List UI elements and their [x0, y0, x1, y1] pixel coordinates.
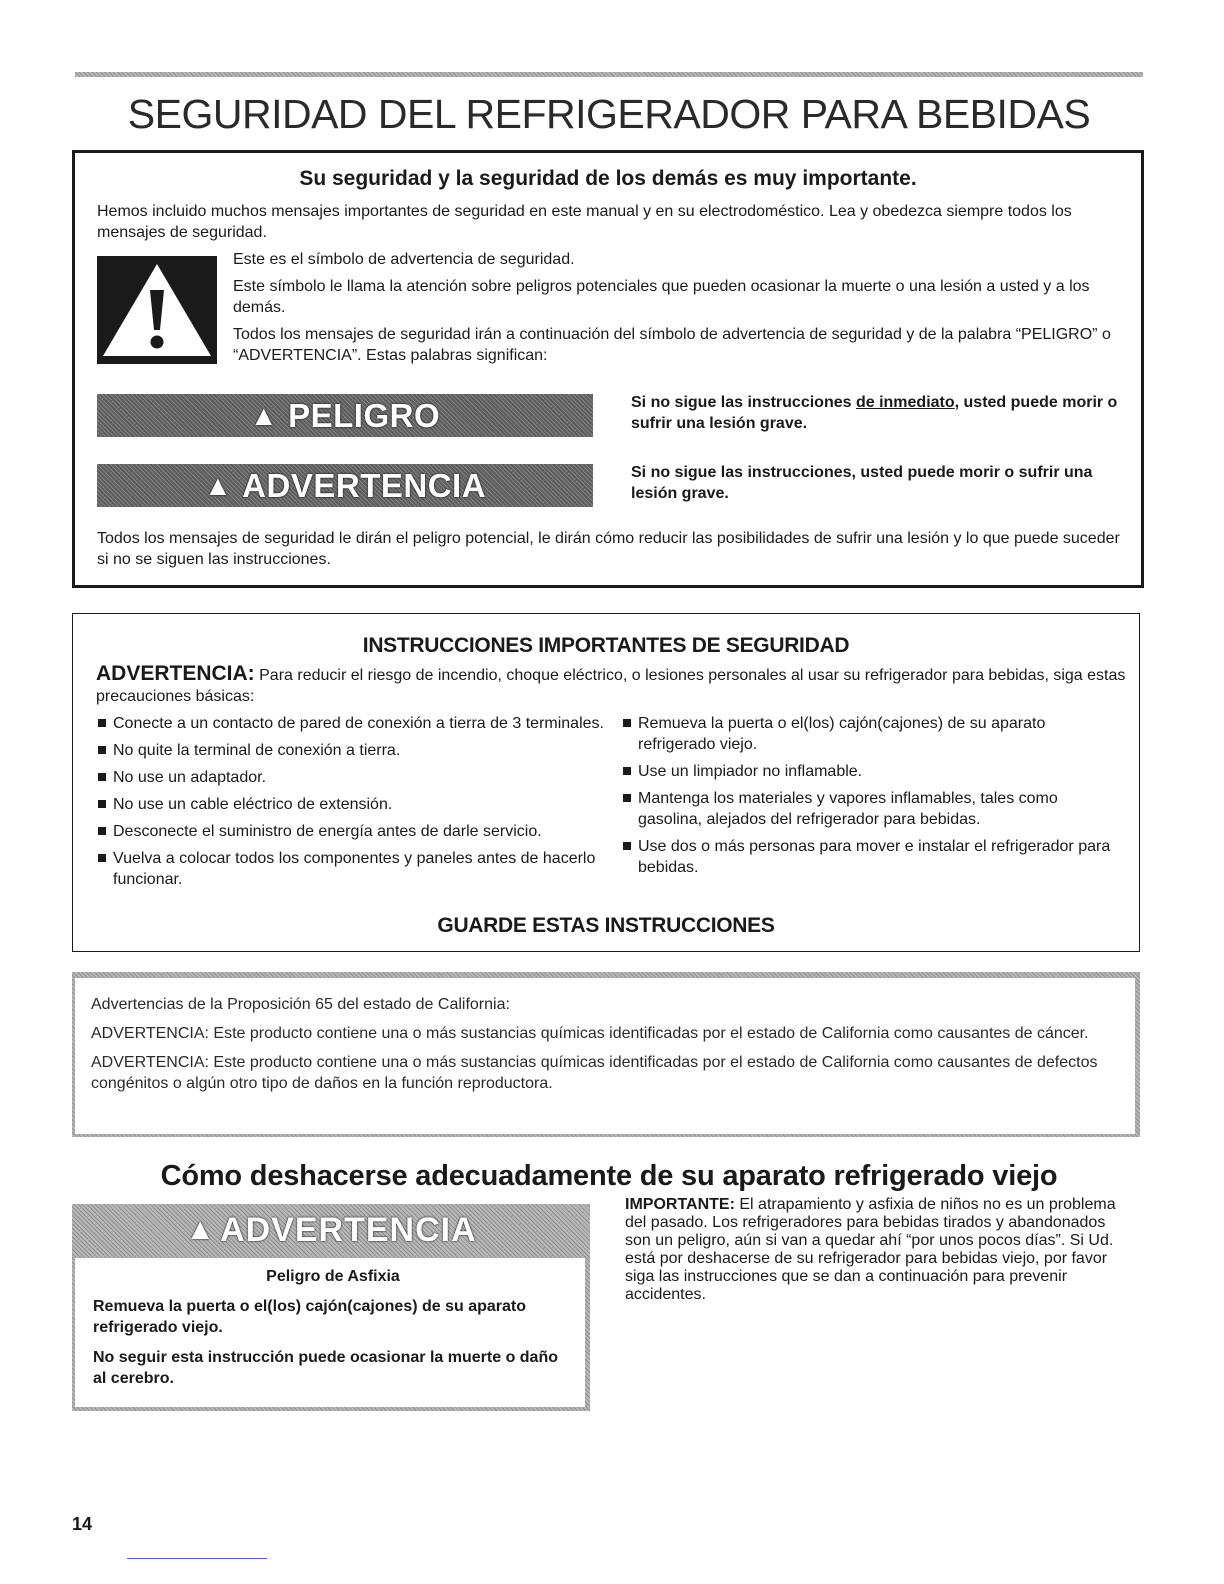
list-item-text: No use un cable eléctrico de extensión. [113, 796, 393, 813]
instructions-intro-text: Para reducir el riesgo de incendio, choque eléctrico, o lesiones personales al usar su refrigerador para bebidas, siga estas precauciones básicas: [96, 667, 1126, 705]
advertencia-lead: ADVERTENCIA: [96, 662, 255, 685]
peligro-desc-part: Si no sigue las instrucciones [631, 394, 856, 411]
save-instructions-footer: GUARDE ESTAS INSTRUCCIONES [437, 914, 775, 937]
importante-text: El atrapamiento y asfixia de niños no es un problema del pasado. Los refrigeradores para bebidas tirados y abandonados son un peligro, aún si van a quedar ahí “por unos pocos días”. Si Ud. está por deshacerse de su refrigerador para bebidas viejo, por favor siga las instrucciones que se dan a continuación para prevenir accidentes. [625, 1196, 1116, 1303]
list-item-text: No quite la terminal de conexión a tierra. [113, 742, 401, 759]
advertencia-label: ADVERTENCIA [220, 1210, 477, 1249]
list-item [96, 713, 616, 734]
list-item [96, 794, 616, 815]
asphyxia-subheading: Peligro de Asfixia [266, 1268, 400, 1285]
warning-triangle-icon: ▲ [185, 1213, 217, 1246]
importante-label: IMPORTANTE: [625, 1196, 735, 1213]
warning-triangle-icon: ▲ [203, 469, 233, 501]
list-item-text: Use un limpiador no inflamable. [638, 763, 863, 780]
list-item-text: No use un adaptador. [113, 769, 267, 786]
list-item-text: Vuelva a colocar todos los componentes y paneles antes de hacerlo funcionar. [113, 850, 596, 888]
list-item [96, 821, 616, 842]
list-item-text: Use dos o más personas para mover e instalar el refrigerador para bebidas. [638, 838, 1111, 876]
bullet-icon [98, 773, 106, 781]
bottom-rule [127, 1558, 267, 1559]
peligro-badge [97, 394, 593, 437]
symbol-line: Este símbolo le llama la atención sobre peligros potenciales que pueden ocasionar la muerte o una lesión a usted y a los demás. [233, 278, 1090, 316]
advertencia-badge [97, 464, 593, 507]
bullet-icon [98, 827, 106, 835]
symbol-explanation [233, 249, 1123, 372]
safety-heading: Su seguridad y la seguridad de los demás es muy importante. [299, 167, 917, 190]
page-title: SEGURIDAD DEL REFRIGERADOR PARA BEBIDAS [127, 91, 1091, 137]
advertencia-label: ADVERTENCIA [242, 466, 487, 504]
list-item [621, 788, 1121, 830]
disposal-heading: Cómo deshacerse adecuadamente de su aparato refrigerado viejo [160, 1160, 1058, 1192]
safety-alert-triangle-icon [97, 256, 217, 364]
peligro-label: PELIGRO [288, 396, 441, 434]
important-instructions-box [72, 613, 1140, 952]
symbol-line: Este es el símbolo de advertencia de seguridad. [233, 251, 575, 268]
list-item [621, 713, 1121, 755]
list-item [96, 740, 616, 761]
list-item [96, 767, 616, 788]
safety-intro-box [72, 150, 1144, 588]
prop65-line: ADVERTENCIA: Este producto contiene una o más sustancias químicas identificadas por el estado de California como causantes de defectos congénitos o algún otro tipo de daños en la función reproductora. [91, 1054, 1098, 1092]
asphyxia-line: No seguir esta instrucción puede ocasionar la muerte o daño al cerebro. [93, 1349, 558, 1387]
bullet-icon [623, 794, 631, 802]
instructions-heading: INSTRUCCIONES IMPORTANTES DE SEGURIDAD [362, 634, 850, 657]
advertencia-description: Si no sigue las instrucciones, usted puede morir o sufrir una lesión grave. [631, 464, 1093, 502]
bullet-icon [98, 719, 106, 727]
bullet-icon [623, 719, 631, 727]
bullet-icon [623, 767, 631, 775]
importante-paragraph [625, 1196, 1135, 1304]
bullet-icon [98, 746, 106, 754]
list-item [96, 848, 616, 890]
safety-intro-text: Hemos incluido muchos mensajes importantes de seguridad en este manual y en su electrodoméstico. Lea y obedezca siempre todos los mensajes de seguridad. [97, 203, 1072, 241]
peligro-desc-underline: de inmediato [855, 394, 955, 411]
peligro-description [631, 392, 1121, 434]
list-item [621, 836, 1121, 878]
asphyxia-text [93, 1266, 573, 1398]
page-number: 14 [72, 1514, 93, 1534]
list-item [621, 761, 1121, 782]
peligro-desc-part: , usted puede morir o sufrir una lesión grave. [631, 394, 1118, 432]
asphyxia-warning-box [72, 1204, 590, 1411]
bullet-icon [98, 854, 106, 862]
precautions-list-right [621, 713, 1121, 884]
list-item-text: Remueva la puerta o el(los) cajón(cajones) de su aparato refrigerado viejo. [638, 715, 1046, 753]
precautions-list-left [96, 713, 616, 896]
asphyxia-line: Remueva la puerta o el(los) cajón(cajones) de su aparato refrigerado viejo. [93, 1298, 527, 1336]
prop65-line: Advertencias de la Proposición 65 del estado de California: [91, 996, 510, 1013]
prop65-text [91, 994, 1101, 1102]
prop65-line: ADVERTENCIA: Este producto contiene una o más sustancias químicas identificadas por el estado de California como causantes de cáncer. [91, 1025, 1089, 1042]
top-rule [75, 72, 1143, 77]
warning-triangle-icon: ▲ [249, 399, 279, 431]
list-item-text: Conecte a un contacto de pared de conexión a tierra de 3 terminales. [113, 715, 604, 732]
bullet-icon [98, 800, 106, 808]
safety-footer-text: Todos los mensajes de seguridad le dirán el peligro potencial, le dirán cómo reducir las posibilidades de sufrir una lesión y lo que puede suceder si no se siguen las instrucciones. [97, 530, 1120, 568]
list-item-text: Mantenga los materiales y vapores inflamables, tales como gasolina, alejados del refrigerador para bebidas. [638, 790, 1058, 828]
list-item-text: Desconecte el suministro de energía antes de darle servicio. [113, 823, 542, 840]
bullet-icon [623, 842, 631, 850]
advertencia-badge-large [72, 1210, 590, 1250]
symbol-line: Todos los mensajes de seguridad irán a continuación del símbolo de advertencia de seguridad y de la palabra “PELIGRO” o “ADVERTENCIA”. Estas palabras significan: [233, 326, 1111, 364]
instructions-intro [96, 663, 1131, 707]
prop65-box [72, 972, 1140, 1137]
